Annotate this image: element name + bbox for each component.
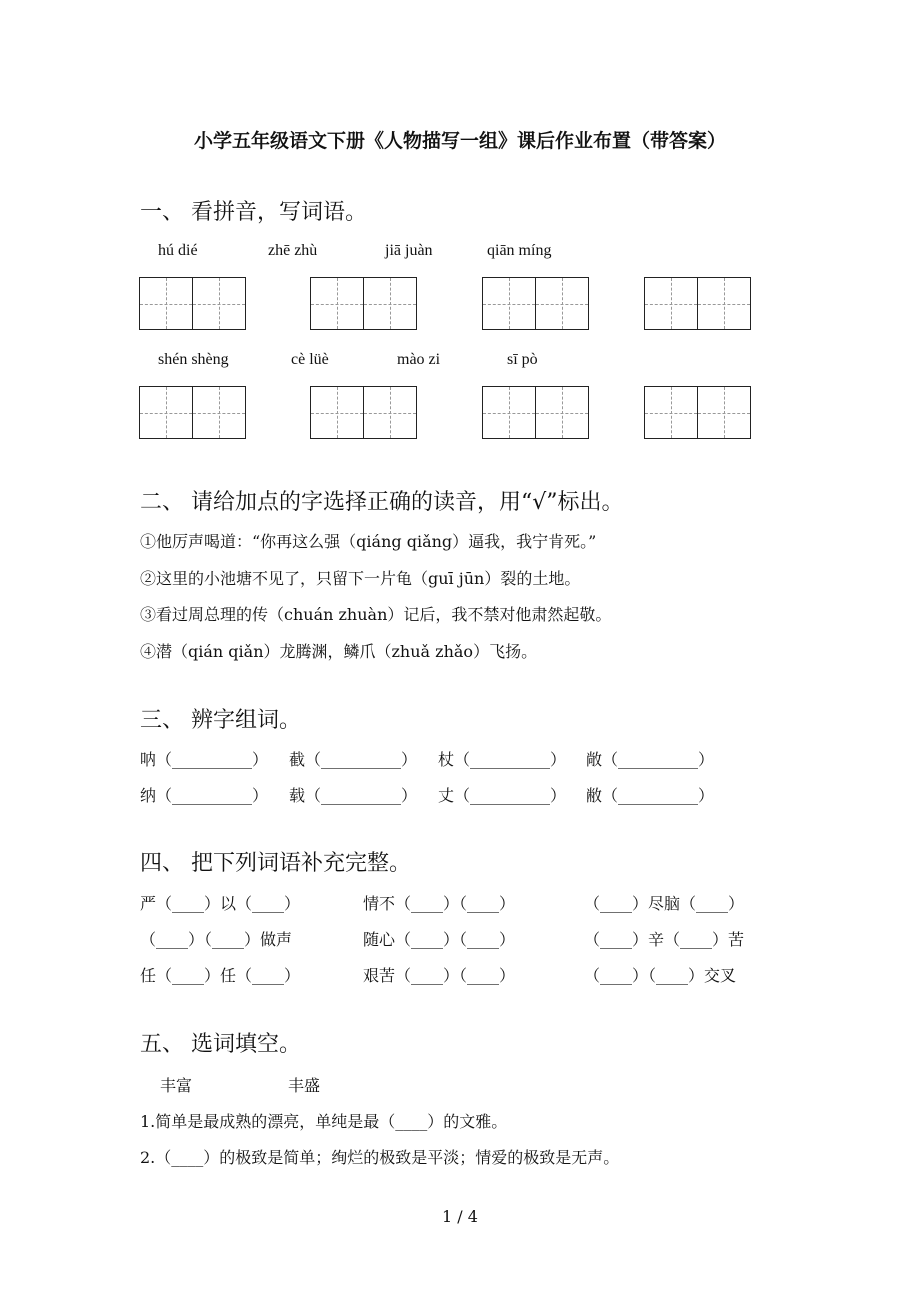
- question-item: ④潜（qián qiǎn）龙腾渊，鳞爪（zhuǎ zhǎo）飞扬。: [140, 642, 538, 661]
- fill-item[interactable]: 载（__________）: [289, 786, 418, 805]
- section-5-heading: 五、 选词填空。: [140, 1032, 301, 1057]
- question-item: ②这里的小池塘不见了，只留下一片龟（guī jūn）裂的土地。: [140, 569, 581, 588]
- fill-item[interactable]: 杖（__________）: [438, 750, 567, 769]
- fill-item[interactable]: 丈（__________）: [438, 786, 567, 805]
- writing-box[interactable]: [644, 386, 751, 439]
- pinyin: zhē zhù: [268, 242, 318, 259]
- writing-box[interactable]: [310, 277, 417, 330]
- pinyin: sī pò: [507, 351, 538, 368]
- fill-item[interactable]: 艰苦（____）（____）: [363, 966, 516, 985]
- page-title: 小学五年级语文下册《人物描写一组》课后作业布置（带答案）: [193, 130, 726, 152]
- pinyin: qiān míng: [487, 242, 552, 259]
- writing-box[interactable]: [139, 277, 246, 330]
- pinyin: jiā juàn: [385, 242, 433, 259]
- question-item: ③看过周总理的传（chuán zhuàn）记后，我不禁对他肃然起敬。: [140, 605, 612, 624]
- fill-item[interactable]: 情不（____）（____）: [363, 894, 516, 913]
- fill-item[interactable]: （____）尽脑（____）: [584, 894, 745, 913]
- writing-box[interactable]: [139, 386, 246, 439]
- writing-box[interactable]: [482, 386, 589, 439]
- pinyin: mào zi: [397, 351, 441, 368]
- section-1-heading: 一、 看拼音，写词语。: [140, 200, 367, 225]
- fill-item[interactable]: （____）（____）交叉: [584, 966, 737, 985]
- fill-item[interactable]: 纳（__________）: [140, 786, 269, 805]
- page-number: 1 / 4: [442, 1207, 478, 1226]
- pinyin: shén shèng: [158, 351, 229, 368]
- writing-box[interactable]: [482, 277, 589, 330]
- writing-box[interactable]: [310, 386, 417, 439]
- question-item: ①他厉声喝道：“你再这么强（qiáng qiǎng）逼我，我宁肯死。”: [140, 532, 597, 551]
- fill-item[interactable]: 随心（____）（____）: [363, 930, 516, 949]
- pinyin: cè lüè: [291, 351, 329, 368]
- question-item: 2.（____）的极致是简单；绚烂的极致是平淡；情爱的极致是无声。: [140, 1148, 620, 1167]
- fill-item[interactable]: 任（____）任（____）: [140, 966, 301, 985]
- fill-item[interactable]: 呐（__________）: [140, 750, 269, 769]
- fill-item[interactable]: 严（____）以（____）: [140, 894, 301, 913]
- fill-item[interactable]: （____）（____）做声: [140, 930, 293, 949]
- word-option: 丰富: [160, 1076, 193, 1095]
- fill-item[interactable]: 敝（__________）: [586, 786, 715, 805]
- pinyin: hú dié: [158, 242, 198, 259]
- word-option: 丰盛: [288, 1076, 321, 1095]
- fill-item[interactable]: 截（__________）: [289, 750, 418, 769]
- section-3-heading: 三、 辨字组词。: [140, 708, 301, 733]
- fill-item[interactable]: （____）辛（____）苦: [584, 930, 745, 949]
- fill-item[interactable]: 敞（__________）: [586, 750, 715, 769]
- writing-box[interactable]: [644, 277, 751, 330]
- section-4-heading: 四、 把下列词语补充完整。: [140, 851, 411, 876]
- section-2-heading: 二、 请给加点的字选择正确的读音，用“√”标出。: [140, 490, 624, 515]
- question-item: 1.简单是最成熟的漂亮，单纯是最（____）的文雅。: [140, 1112, 508, 1131]
